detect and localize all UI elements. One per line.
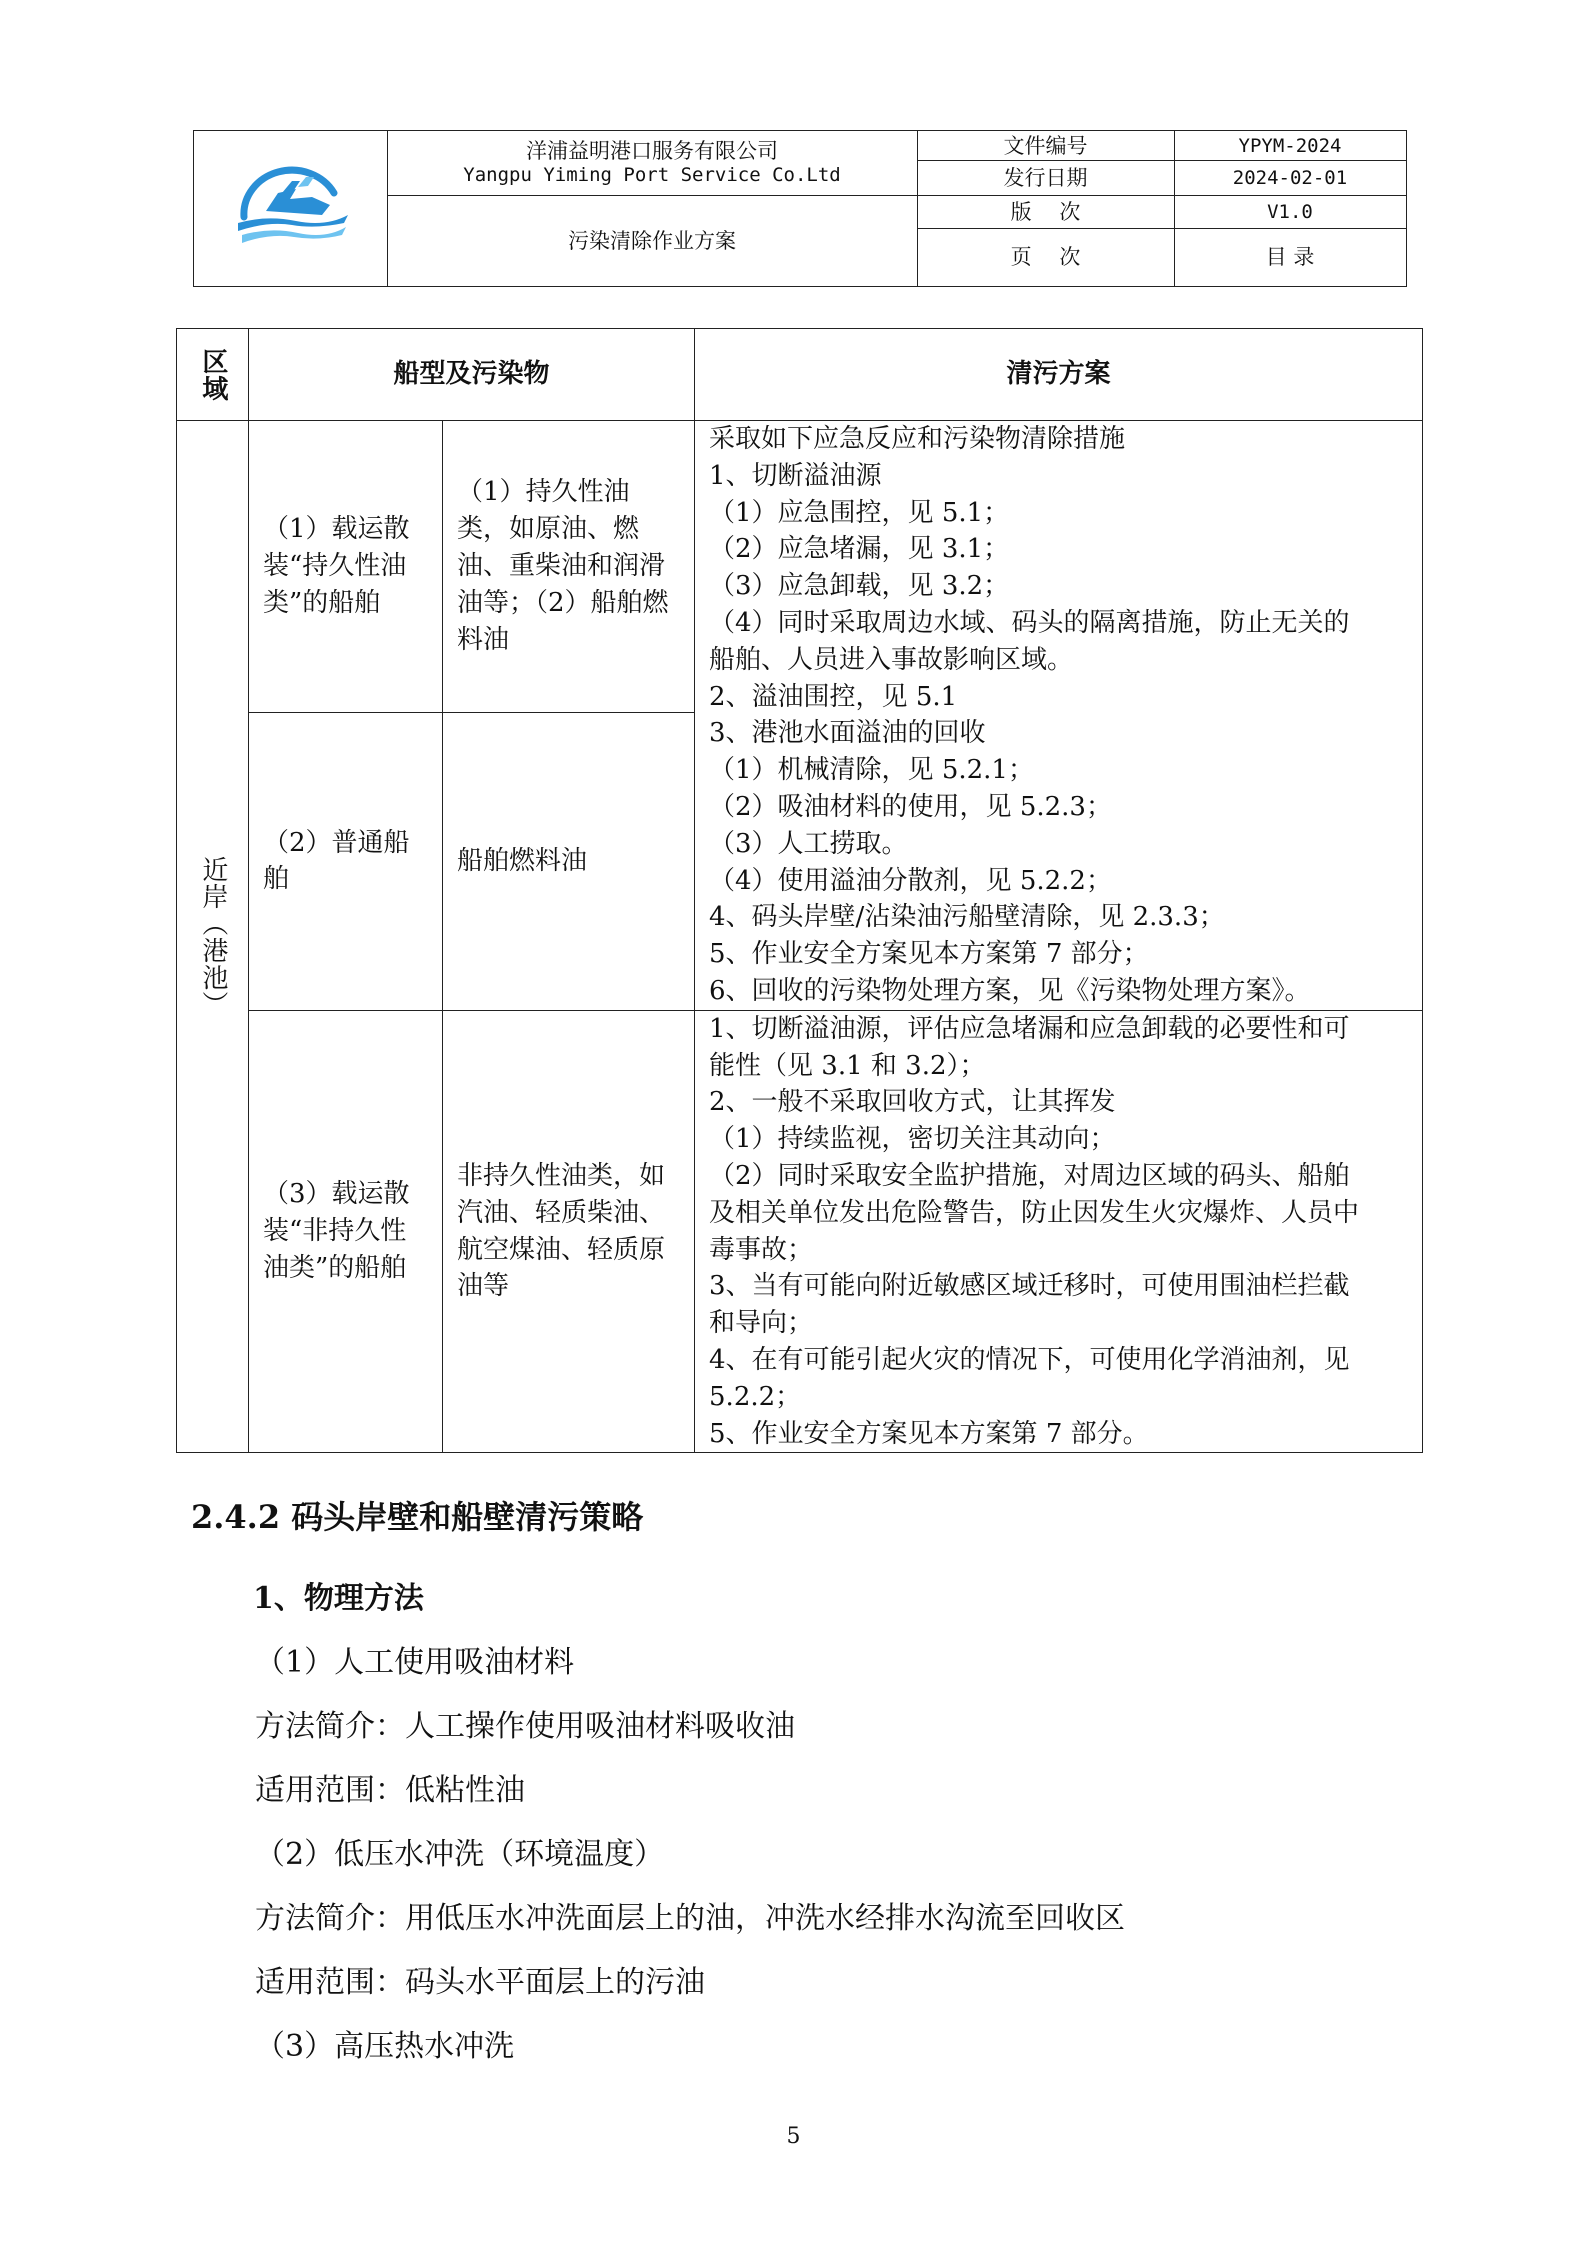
field-value-issue-date: 2024-02-01 [1232, 166, 1348, 189]
cleanup-plan-table [176, 328, 1423, 1453]
pollutant-cell: 非持久性油类，如汽油、轻质柴油、航空煤油、轻质原油等 [443, 1010, 695, 1453]
table-row [177, 1010, 1423, 1453]
plan-cell: 1、切断溢油源，评估应急堵漏和应急卸载的必要性和可 能性（见 3.1 和 3.2）； 2、一般不采取回收方式，让其挥发 （1）持续监视，密切关注其动向； （2）同时采取安全监护措施，对周边区域的码头、船舶 及相关单位发出危险警告，防止因发生火灾爆炸、人员中 毒事故； 3、当有可能向附近敏感区域迁移时，可使用围油栏拦截 和导向； 4、在有可能引起火灾的情况下，可使用化学消油剂，见 5.2.2； 5、作业安全方案见本方案第 7 部分。 [695, 1010, 1423, 1453]
page-number: 5 [786, 2124, 801, 2149]
ship-type-cell: （3）载运散装“非持久性油类”的船舶 [249, 1010, 443, 1453]
pollutant-cell: 船舶燃料油 [443, 712, 695, 1010]
header-region: 区域 [177, 329, 249, 421]
field-label-version: 版 次 [1010, 199, 1081, 224]
section-title: 2.4.2 码头岸壁和船壁清污策略 [191, 1498, 644, 1536]
subsection-title: 1、物理方法 [253, 1581, 424, 1616]
company-name-en: Yangpu Yiming Port Service Co.Ltd [463, 164, 841, 186]
company-logo [194, 131, 387, 286]
paragraph: （1）人工使用吸油材料 [255, 1645, 575, 1680]
company-name-block [387, 131, 917, 195]
paragraph: 方法简介：用低压水冲洗面层上的油，冲洗水经排水沟流至回收区 [255, 1901, 1125, 1936]
field-label-doc-number: 文件编号 [1003, 133, 1088, 158]
paragraph: 方法简介：人工操作使用吸油材料吸收油 [255, 1709, 795, 1744]
pollutant-cell: （1）持久性油类，如原油、燃油、重柴油和润滑油等；（2）船舶燃料油 [443, 421, 695, 713]
region-cell: 近岸（港池） [177, 421, 249, 1453]
header-plan: 清污方案 [695, 329, 1423, 421]
paragraph: （2）低压水冲洗（环境温度） [255, 1837, 665, 1872]
field-value-page: 目 录 [1265, 245, 1315, 269]
ship-logo-icon [226, 159, 356, 259]
field-value-doc-number: YPYM-2024 [1238, 134, 1342, 157]
table-header-row [177, 329, 1423, 421]
paragraph: 适用范围：低粘性油 [255, 1773, 525, 1808]
paragraph: 适用范围：码头水平面层上的污油 [255, 1965, 705, 2000]
plan-cell: 采取如下应急反应和污染物清除措施 1、切断溢油源 （1）应急围控，见 5.1； （2）应急堵漏，见 3.1； （3）应急卸载，见 3.2； （4）同时采取周边水域、码头的隔离措施，防止无关的 船舶、人员进入事故影响区域。 2、溢油围控，见 5.1 3、港池水面溢油的回收 （1）机械清除，见 5.2.1； （2）吸油材料的使用，见 5.2.3； （3）人工捞取。 （4）使用溢油分散剂，见 5.2.2； 4、码头岸壁/沾染油污船壁清除，见 2.3.3； 5、作业安全方案见本方案第 7 部分； 6、回收的污染物处理方案，见《污染物处理方案》。 [695, 421, 1423, 1011]
ship-type-cell: （2）普通船舶 [249, 712, 443, 1010]
table-row [177, 421, 1423, 713]
field-label-issue-date: 发行日期 [1003, 165, 1088, 190]
doc-title: 污染清除作业方案 [568, 228, 736, 253]
ship-type-cell: （1）载运散装“持久性油类”的船舶 [249, 421, 443, 713]
paragraph: （3）高压热水冲洗 [255, 2029, 515, 2064]
document-header [193, 130, 1407, 287]
header-ship-pollutant: 船型及污染物 [249, 329, 695, 421]
field-value-version: V1.0 [1267, 200, 1313, 223]
company-name-cn: 洋浦益明港口服务有限公司 [526, 139, 778, 163]
field-label-page: 页 次 [1010, 245, 1081, 269]
